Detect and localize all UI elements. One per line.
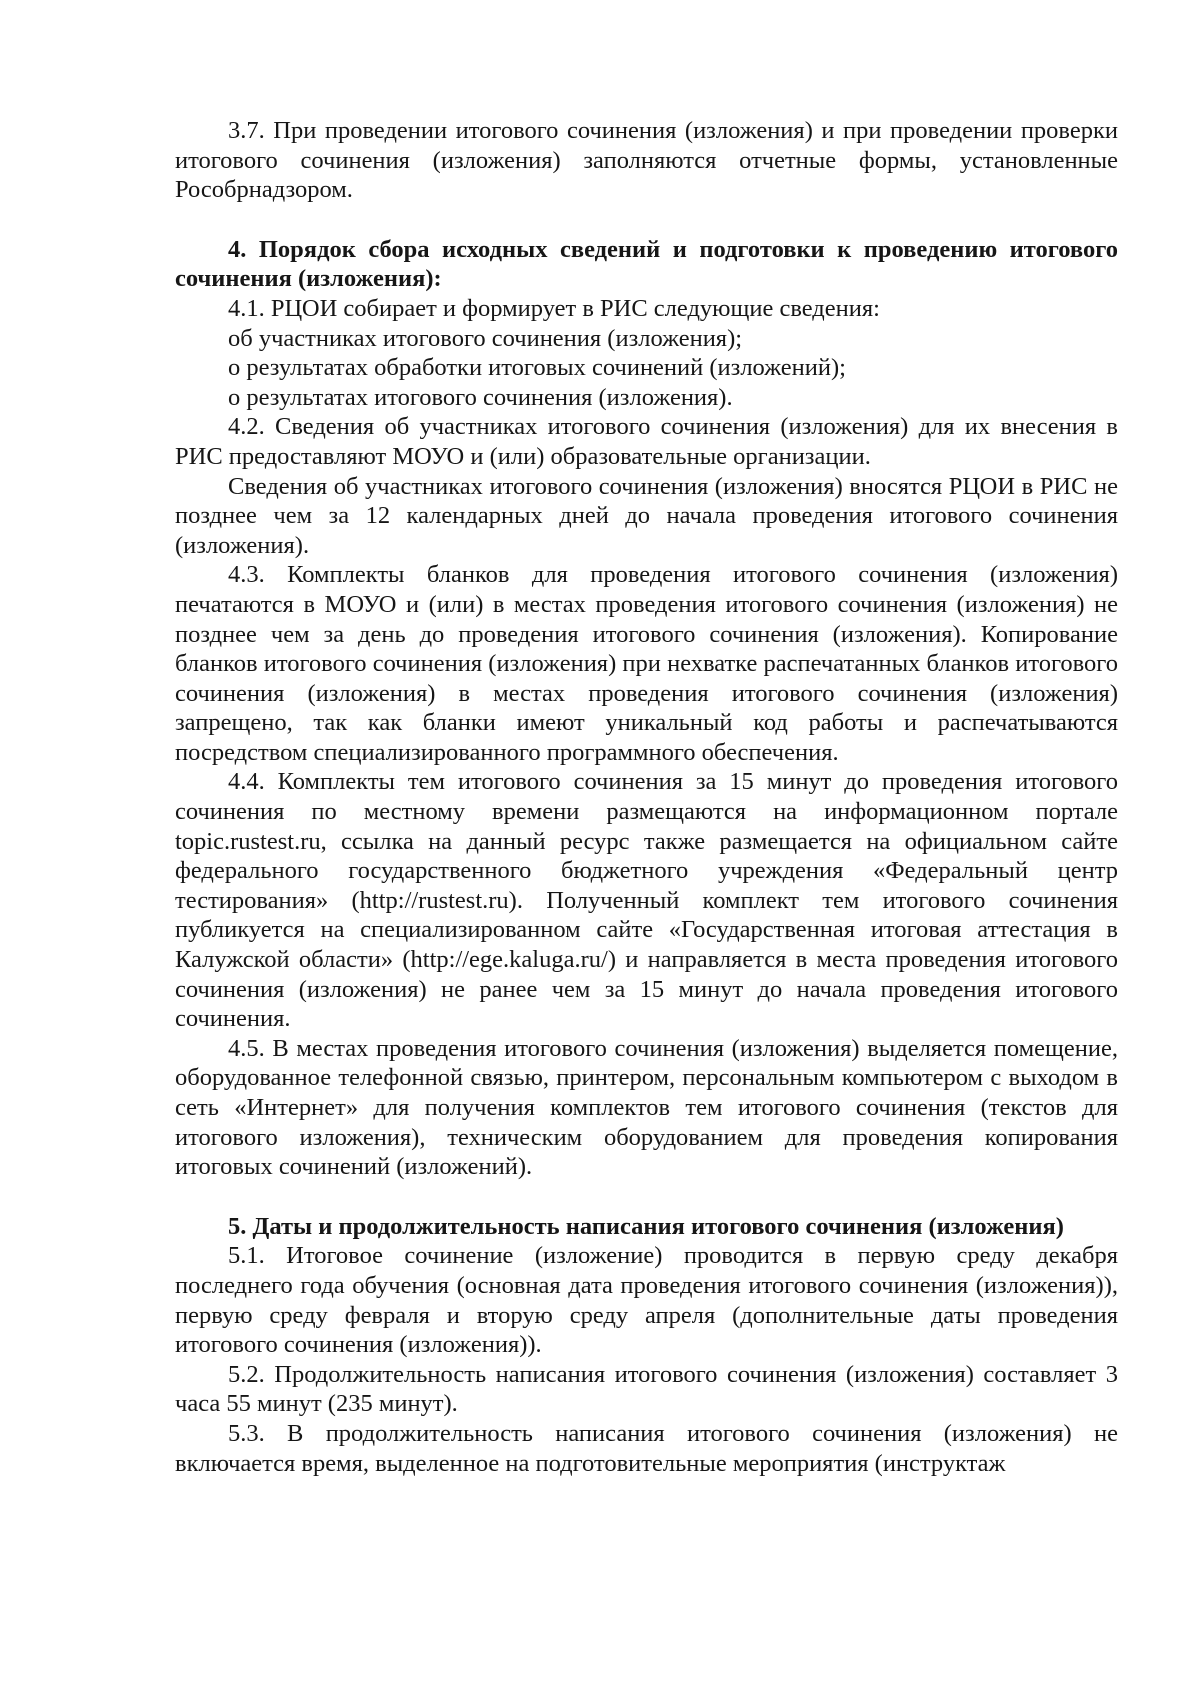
paragraph-5-1: 5.1. Итоговое сочинение (изложение) проводится в первую среду декабря последнего года обучения (основная дата проведения итогового сочинения (изложения)), первую среду февраля и вторую среду апреля (дополнительные даты проведения итогового сочинения (изложения)). bbox=[175, 1242, 1118, 1359]
paragraph-4-4: 4.4. Комплекты тем итогового сочинения за 15 минут до проведения итогового сочинения по местному времени размещаются на информационном портале topic.rustest.ru, ссылка на данный ресурс также размещается на официальном сайте федерального государственного бюджетного учреждения «Федеральный центр тестирования» (http://rustest.ru). Полученный комплект тем итогового сочинения публикуется на специализированном сайте «Государственная итоговая аттестация в Калужской области» (http://ege.kaluga.ru/) и направляется в места проведения итогового сочинения (изложения) не ранее чем за 15 минут до начала проведения итогового сочинения. bbox=[175, 768, 1118, 1033]
spacer bbox=[175, 1182, 1118, 1212]
list-item: об участниках итогового сочинения (изложения); bbox=[228, 324, 743, 352]
paragraph-4-3: 4.3. Комплекты бланков для проведения итогового сочинения (изложения) печатаются в МОУО и (или) в местах проведения итогового сочинения (изложения) не позднее чем за день до проведения итогового сочинения (изложения). Копирование бланков итогового сочинения (изложения) при нехватке распечатанных бланков итогового сочинения (изложения) в местах проведения итогового сочинения (изложения) запрещено, так как бланки имеют уникальный код работы и распечатываются посредством специализированного программного обеспечения. bbox=[175, 561, 1118, 766]
document-body bbox=[175, 116, 1118, 1478]
paragraph-3-7: 3.7. При проведении итогового сочинения (изложения) и при проведении проверки итогового сочинения (изложения) заполняются отчетные формы, установленные Рособрнадзором. bbox=[175, 117, 1118, 204]
spacer bbox=[175, 205, 1118, 235]
paragraph-5-3: 5.3. В продолжительность написания итогового сочинения (изложения) не включается время, выделенное на подготовительные мероприятия (инструктаж bbox=[175, 1419, 1118, 1477]
section-5-heading: 5. Даты и продолжительность написания итогового сочинения (изложения) bbox=[228, 1212, 1064, 1240]
section-4-heading: 4. Порядок сбора исходных сведений и подготовки к проведению итогового сочинения (изложения): bbox=[175, 235, 1118, 293]
paragraph-4-5: 4.5. В местах проведения итогового сочинения (изложения) выделяется помещение, оборудованное телефонной связью, принтером, персональным компьютером с выходом в сеть «Интернет» для получения комплектов тем итогового сочинения (текстов для итогового изложения), техническим оборудованием для проведения копирования итоговых сочинений (изложений). bbox=[175, 1034, 1118, 1181]
paragraph-4-2: 4.2. Сведения об участниках итогового сочинения (изложения) для их внесения в РИС предоставляют МОУО и (или) образовательные организации. bbox=[175, 413, 1118, 470]
paragraph-5-2: 5.2. Продолжительность написания итогового сочинения (изложения) составляет 3 часа 55 минут (235 минут). bbox=[175, 1360, 1118, 1418]
paragraph-4-1: 4.1. РЦОИ собирает и формирует в РИС следующие сведения: bbox=[228, 294, 880, 322]
list-item: о результатах итогового сочинения (изложения). bbox=[228, 383, 733, 411]
list-item: о результатах обработки итоговых сочинений (изложений); bbox=[228, 354, 846, 382]
paragraph-4-2-continued: Сведения об участниках итогового сочинения (изложения) вносятся РЦОИ в РИС не позднее чем за 12 календарных дней до начала проведения итогового сочинения (изложения). bbox=[175, 472, 1118, 559]
